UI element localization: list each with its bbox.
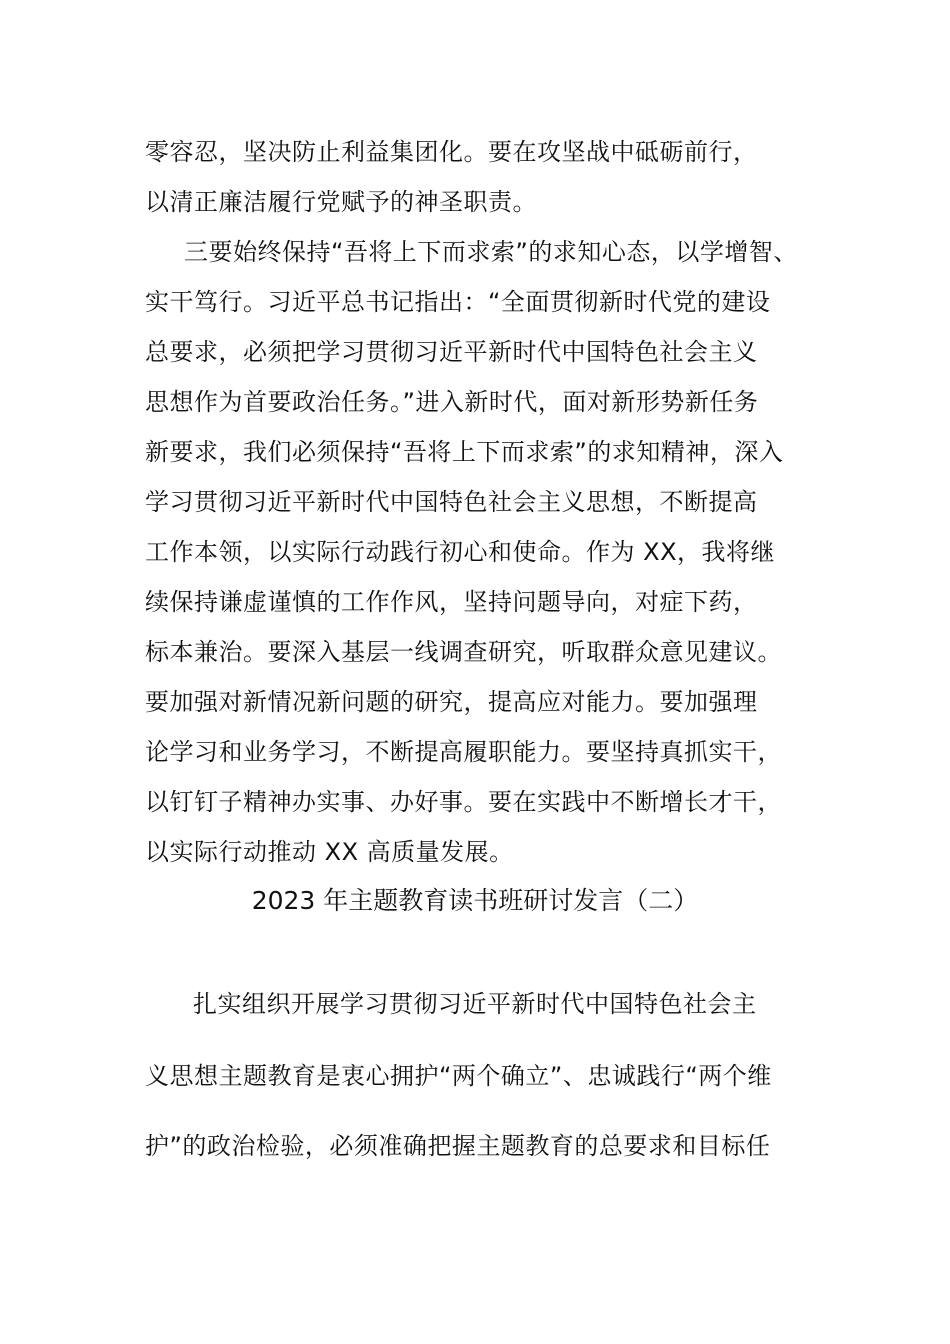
paragraph-line: 义思想主题教育是衷心拥护“两个确立”、忠诚践行“两个维 [145, 1062, 772, 1090]
paragraph-line: 实干笃行。习近平总书记指出：“全面贯彻新时代党的建设 [145, 288, 771, 316]
section-title: 2023 年主题教育读书班研讨发言（二） [251, 886, 699, 915]
paragraph-line: 零容忍，坚决防止利益集团化。要在攻坚战中砥砺前行， [145, 138, 758, 166]
paragraph-line: 要加强对新情况新问题的研究，提高应对能力。要加强理 [145, 688, 758, 716]
paragraph-line: 工作本领，以实际行动践行初心和使命。作为 XX，我将继 [145, 538, 776, 566]
paragraph-line: 护”的政治检验，必须准确把握主题教育的总要求和目标任 [145, 1132, 771, 1160]
paragraph-line: 以实际行动推动 XX 高质量发展。 [145, 838, 514, 866]
paragraph-line: 续保持谦虚谨慎的工作作风，坚持问题导向，对症下药， [145, 588, 758, 616]
paragraph-line: 新要求，我们必须保持“吾将上下而求索”的求知精神，深入 [145, 438, 784, 466]
paragraph-line: 以钉钉子精神办实事、办好事。要在实践中不断增长才干， [145, 788, 782, 816]
paragraph-line: 思想作为首要政治任务。”进入新时代，面对新形势新任务 [145, 388, 759, 416]
paragraph-line: 三要始终保持“吾将上下而求索”的求知心态，以学增智、 [184, 238, 798, 266]
paragraph-line: 扎实组织开展学习贯彻习近平新时代中国特色社会主 [193, 990, 757, 1018]
paragraph-line: 以清正廉洁履行党赋予的神圣职责。 [145, 188, 537, 216]
paragraph-line: 论学习和业务学习，不断提高履职能力。要坚持真抓实干， [145, 738, 782, 766]
paragraph-line: 标本兼治。要深入基层一线调查研究，听取群众意见建议。 [145, 638, 782, 666]
paragraph-line: 学习贯彻习近平新时代中国特色社会主义思想，不断提高 [145, 488, 758, 516]
paragraph-line: 总要求，必须把学习贯彻习近平新时代中国特色社会主义 [145, 338, 758, 366]
